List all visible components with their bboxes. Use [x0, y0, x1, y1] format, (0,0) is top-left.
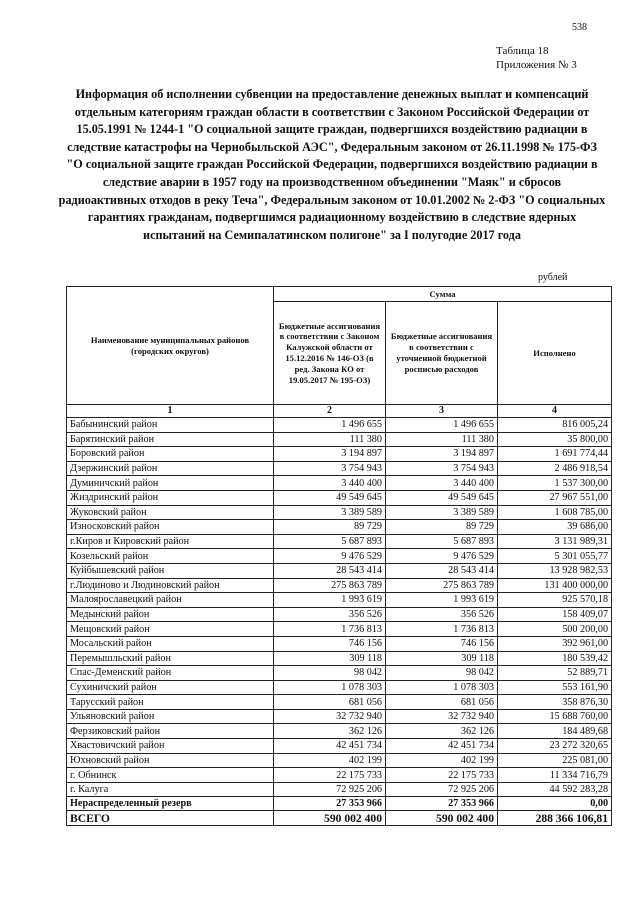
units-label: рублей — [538, 272, 568, 283]
column-number: 3 — [386, 405, 498, 418]
budget-law-value: 681 056 — [274, 695, 386, 710]
budget-law-value: 72 925 206 — [274, 782, 386, 797]
table-row — [67, 651, 612, 666]
budget-revised-value: 1 496 655 — [386, 418, 498, 433]
total-row — [67, 811, 612, 826]
table-row — [67, 447, 612, 462]
municipality-name: г.Людиново и Людиновский район — [67, 578, 274, 593]
municipality-name: Хвастовичский район — [67, 739, 274, 754]
table-row — [67, 695, 612, 710]
table-row — [67, 461, 612, 476]
municipality-name: Юхновский район — [67, 753, 274, 768]
municipality-name: Тарусский район — [67, 695, 274, 710]
total-name: ВСЕГО — [67, 811, 274, 826]
appendix-reference — [496, 44, 577, 72]
executed-value: 35 800,00 — [498, 432, 612, 447]
municipality-name: Барятинский район — [67, 432, 274, 447]
reserve-executed: 0,00 — [498, 797, 612, 811]
municipality-name: Спас-Деменский район — [67, 666, 274, 681]
executed-value: 2 486 918,54 — [498, 461, 612, 476]
budget-revised-value: 42 451 734 — [386, 739, 498, 754]
document-title: Информация об исполнении субвенции на предоставление денежных выплат и компенсаций отдельным категориям граждан области в соответствии с Законом Российской Федерации от 15.05.1991 № 1244-1 "О социальной защите граждан, подвергшихся воздействию радиации в следствие катастрофы на Чернобыльской АЭС", Федеральным законом от 26.11.1998 № 175-ФЗ "О социальной защите граждан Российской Федерации, подвергшихся воздействию радиации в следствие аварии в 1957 году на производственном объединении "Маяк" и сбросов радиоактивных отходов в реку Теча", Федеральным законом от 10.01.2002 № 2-ФЗ "О социальных гарантиях гражданам, подвергшимся радиационному воздействию в следствие ядерных испытаний на Семипалатинском полигоне" за I полугодие 2017 года — [58, 87, 606, 242]
budget-revised-value: 9 476 529 — [386, 549, 498, 564]
budget-law-value: 3 754 943 — [274, 461, 386, 476]
table-row — [67, 563, 612, 578]
total-budget-law: 590 002 400 — [274, 811, 386, 826]
executed-value: 39 686,00 — [498, 520, 612, 535]
budget-law-value: 3 194 897 — [274, 447, 386, 462]
table-row — [67, 593, 612, 608]
municipality-name: Мосальский район — [67, 636, 274, 651]
table-row — [67, 490, 612, 505]
executed-value: 27 967 551,00 — [498, 490, 612, 505]
page-number: 538 — [572, 22, 587, 33]
column-number: 2 — [274, 405, 386, 418]
budget-law-value: 275 863 789 — [274, 578, 386, 593]
budget-law-value: 22 175 733 — [274, 768, 386, 783]
budget-law-value: 89 729 — [274, 520, 386, 535]
executed-value: 13 928 982,53 — [498, 563, 612, 578]
table-row — [67, 549, 612, 564]
executed-value: 131 400 000,00 — [498, 578, 612, 593]
executed-value: 358 876,30 — [498, 695, 612, 710]
header-executed: Исполнено — [498, 302, 612, 405]
table-number: Таблица 18 — [496, 45, 549, 57]
executed-value: 11 334 716,79 — [498, 768, 612, 783]
reserve-row — [67, 797, 612, 811]
header-budget-law: Бюджетные ассигнования в соответствии с Законом Калужской области от 15.12.2016 № 146-ОЗ (в ред. Закона КО от 19.05.2017 № 195-ОЗ) — [274, 302, 386, 405]
budget-law-value: 98 042 — [274, 666, 386, 681]
executed-value: 1 537 300,00 — [498, 476, 612, 491]
budget-revised-value: 356 526 — [386, 607, 498, 622]
municipality-name: Малоярославецкий район — [67, 593, 274, 608]
column-number: 4 — [498, 405, 612, 418]
executed-value: 3 131 989,31 — [498, 534, 612, 549]
budget-law-value: 362 126 — [274, 724, 386, 739]
budget-law-value: 402 199 — [274, 753, 386, 768]
municipality-name: Перемышльский район — [67, 651, 274, 666]
budget-law-value: 1 736 813 — [274, 622, 386, 637]
subvention-table — [66, 286, 612, 826]
executed-value: 5 301 055,77 — [498, 549, 612, 564]
table-row — [67, 680, 612, 695]
executed-value: 816 005,24 — [498, 418, 612, 433]
municipality-name: Жиздринский район — [67, 490, 274, 505]
municipality-name: Козельский район — [67, 549, 274, 564]
budget-revised-value: 746 156 — [386, 636, 498, 651]
budget-revised-value: 681 056 — [386, 695, 498, 710]
budget-law-value: 5 687 893 — [274, 534, 386, 549]
budget-revised-value: 3 194 897 — [386, 447, 498, 462]
executed-value: 500 200,00 — [498, 622, 612, 637]
budget-revised-value: 89 729 — [386, 520, 498, 535]
header-municipality: Наименование муниципальных районов (городских округов) — [67, 287, 274, 405]
budget-law-value: 9 476 529 — [274, 549, 386, 564]
budget-revised-value: 1 993 619 — [386, 593, 498, 608]
budget-revised-value: 275 863 789 — [386, 578, 498, 593]
municipality-name: г. Калуга — [67, 782, 274, 797]
executed-value: 1 691 774,44 — [498, 447, 612, 462]
table-row — [67, 432, 612, 447]
table-row — [67, 476, 612, 491]
header-sum: Сумма — [274, 287, 612, 302]
budget-revised-value: 28 543 414 — [386, 563, 498, 578]
budget-revised-value: 5 687 893 — [386, 534, 498, 549]
budget-law-value: 1 993 619 — [274, 593, 386, 608]
executed-value: 392 961,00 — [498, 636, 612, 651]
municipality-name: г.Киров и Кировский район — [67, 534, 274, 549]
municipality-name: Думиничский район — [67, 476, 274, 491]
municipality-name: Дзержинский район — [67, 461, 274, 476]
budget-law-value: 1 496 655 — [274, 418, 386, 433]
table-row — [67, 636, 612, 651]
table-row — [67, 505, 612, 520]
executed-value: 925 570,18 — [498, 593, 612, 608]
executed-value: 23 272 320,65 — [498, 739, 612, 754]
municipality-name: г. Обнинск — [67, 768, 274, 783]
table-row — [67, 666, 612, 681]
header-budget-revised: Бюджетные ассигнования в соответствии с уточненной бюджетной росписью расходов — [386, 302, 498, 405]
executed-value: 1 608 785,00 — [498, 505, 612, 520]
executed-value: 44 592 283,28 — [498, 782, 612, 797]
executed-value: 158 409,07 — [498, 607, 612, 622]
budget-revised-value: 111 380 — [386, 432, 498, 447]
budget-revised-value: 98 042 — [386, 666, 498, 681]
budget-revised-value: 3 389 589 — [386, 505, 498, 520]
executed-value: 225 081,00 — [498, 753, 612, 768]
table-row — [67, 768, 612, 783]
reserve-name: Нераспределенный резерв — [67, 797, 274, 811]
reserve-budget-law: 27 353 966 — [274, 797, 386, 811]
table-row — [67, 520, 612, 535]
budget-revised-value: 3 754 943 — [386, 461, 498, 476]
executed-value: 180 539,42 — [498, 651, 612, 666]
budget-law-value: 356 526 — [274, 607, 386, 622]
executed-value: 15 688 760,00 — [498, 709, 612, 724]
total-budget-revised: 590 002 400 — [386, 811, 498, 826]
table-row — [67, 709, 612, 724]
budget-revised-value: 309 118 — [386, 651, 498, 666]
table-row — [67, 782, 612, 797]
table-row — [67, 724, 612, 739]
table-row — [67, 753, 612, 768]
executed-value: 184 489,68 — [498, 724, 612, 739]
table-row — [67, 578, 612, 593]
budget-revised-value: 1 078 303 — [386, 680, 498, 695]
table-row — [67, 622, 612, 637]
municipality-name: Износковский район — [67, 520, 274, 535]
executed-value: 553 161,90 — [498, 680, 612, 695]
budget-law-value: 28 543 414 — [274, 563, 386, 578]
table-row — [67, 418, 612, 433]
executed-value: 52 889,71 — [498, 666, 612, 681]
municipality-name: Бабынинский район — [67, 418, 274, 433]
budget-law-value: 3 389 589 — [274, 505, 386, 520]
municipality-name: Куйбышевский район — [67, 563, 274, 578]
budget-revised-value: 32 732 940 — [386, 709, 498, 724]
budget-law-value: 1 078 303 — [274, 680, 386, 695]
budget-law-value: 42 451 734 — [274, 739, 386, 754]
budget-revised-value: 49 549 645 — [386, 490, 498, 505]
table-row — [67, 739, 612, 754]
municipality-name: Ферзиковский район — [67, 724, 274, 739]
reserve-budget-revised: 27 353 966 — [386, 797, 498, 811]
budget-revised-value: 22 175 733 — [386, 768, 498, 783]
municipality-name: Сухиничский район — [67, 680, 274, 695]
budget-revised-value: 362 126 — [386, 724, 498, 739]
budget-law-value: 49 549 645 — [274, 490, 386, 505]
municipality-name: Жуковский район — [67, 505, 274, 520]
municipality-name: Боровский район — [67, 447, 274, 462]
budget-law-value: 746 156 — [274, 636, 386, 651]
budget-revised-value: 1 736 813 — [386, 622, 498, 637]
municipality-name: Медынский район — [67, 607, 274, 622]
municipality-name: Мещовский район — [67, 622, 274, 637]
total-executed: 288 366 106,81 — [498, 811, 612, 826]
appendix-number: Приложения № 3 — [496, 59, 577, 71]
column-number: 1 — [67, 405, 274, 418]
table-row — [67, 607, 612, 622]
table-row — [67, 534, 612, 549]
municipality-name: Ульяновский район — [67, 709, 274, 724]
budget-law-value: 309 118 — [274, 651, 386, 666]
budget-law-value: 32 732 940 — [274, 709, 386, 724]
budget-revised-value: 402 199 — [386, 753, 498, 768]
budget-law-value: 111 380 — [274, 432, 386, 447]
table-body — [67, 418, 612, 797]
budget-law-value: 3 440 400 — [274, 476, 386, 491]
budget-revised-value: 72 925 206 — [386, 782, 498, 797]
budget-revised-value: 3 440 400 — [386, 476, 498, 491]
